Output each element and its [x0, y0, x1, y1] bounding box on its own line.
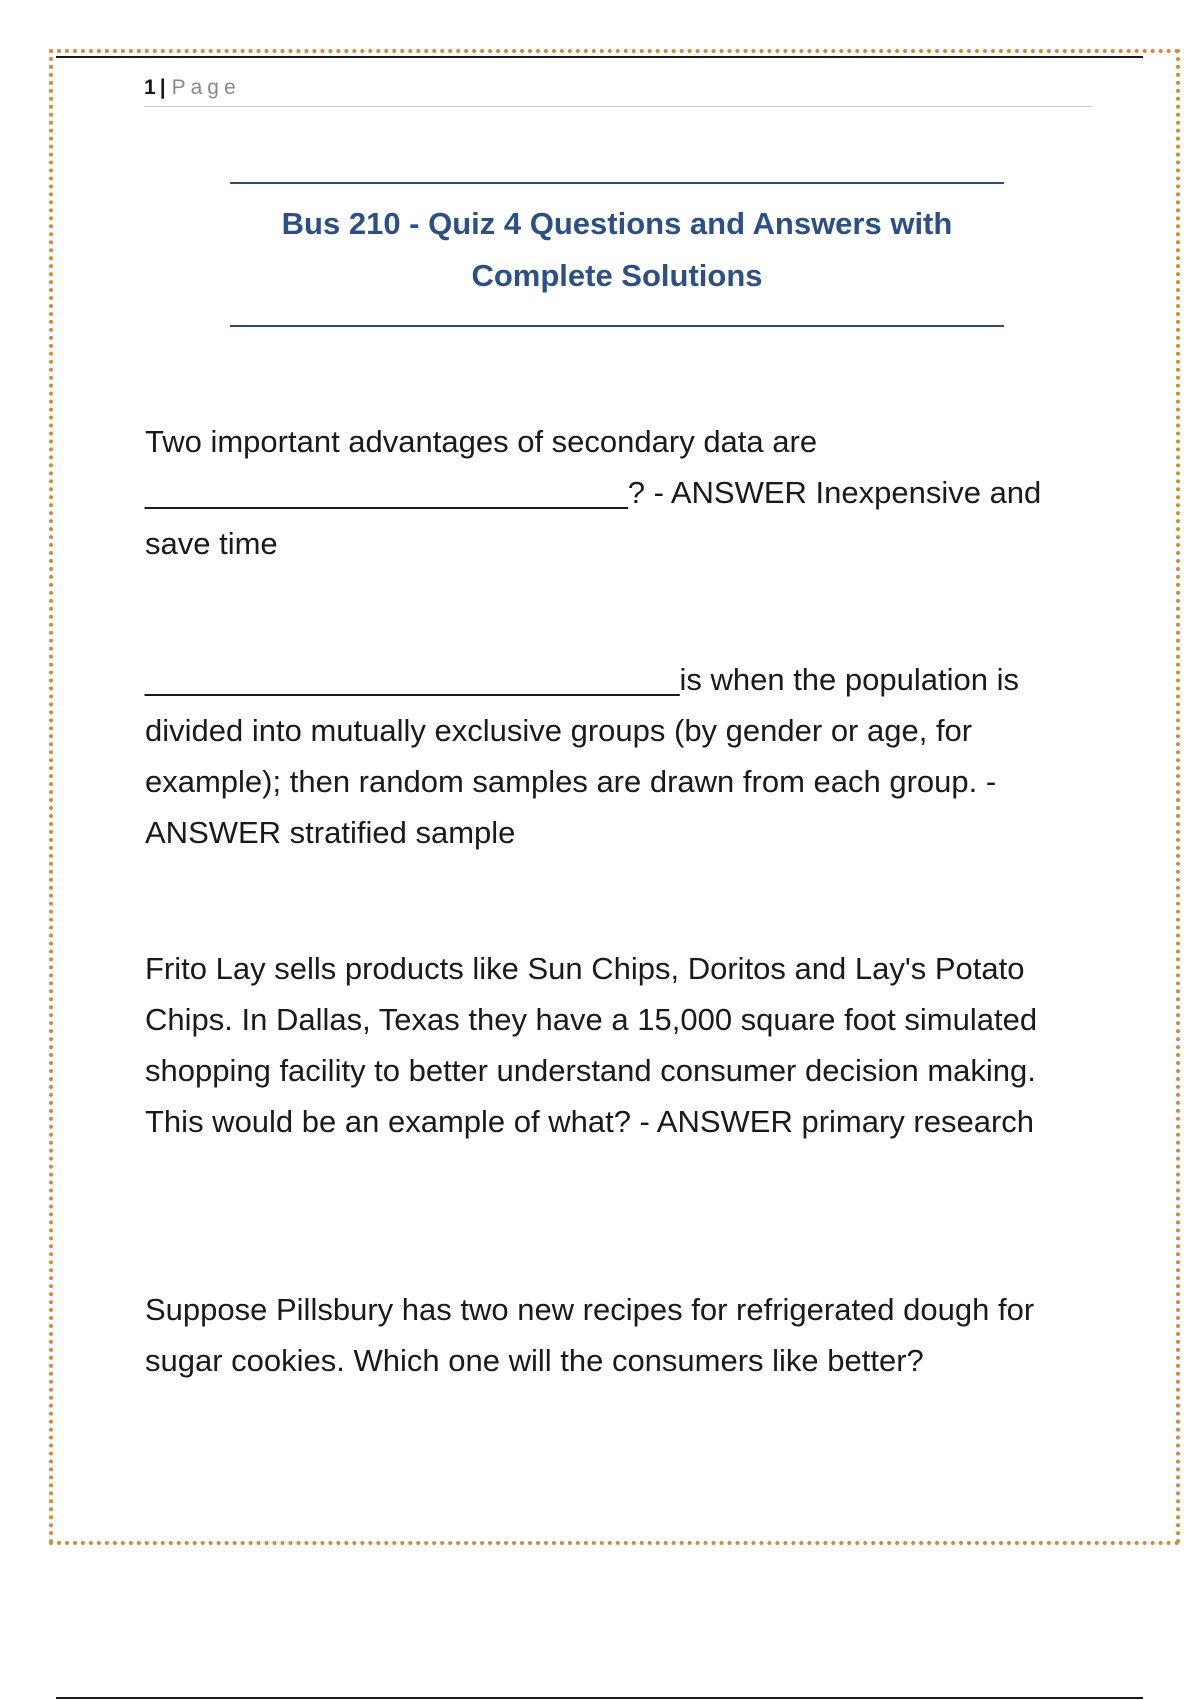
question-2 — [145, 654, 1090, 858]
question-1-before: Two important advantages of secondary data are — [145, 424, 818, 459]
page-number: 1 — [144, 76, 156, 99]
question-3: Frito Lay sells products like Sun Chips, Doritos and Lay's Potato Chips. In Dallas, Texas they have a 15,000 square foot simulated shopping facility to better understand consumer decision making. This would be an example of what? - ANSWER primary research — [145, 951, 1038, 1139]
title-rule-bottom — [230, 325, 1004, 327]
bottom-rule — [56, 1697, 1143, 1699]
question-1-blank: ____________________________ — [145, 475, 628, 510]
question-1 — [145, 416, 1090, 569]
document-title: Bus 210 - Quiz 4 Questions and Answers with Complete Solutions — [281, 206, 953, 293]
question-1-after: ? - ANSWER Inexpensive and save time — [145, 475, 1042, 561]
title-rule-top — [230, 182, 1004, 184]
top-rule — [56, 56, 1143, 58]
page-label: Page — [171, 76, 241, 99]
page-header — [144, 72, 1092, 107]
page-separator: | — [159, 76, 166, 99]
question-2-blank: _______________________________ — [145, 662, 680, 697]
question-4: Suppose Pillsbury has two new recipes for refrigerated dough for sugar cookies. Which one will the consumers like better? — [145, 1292, 1035, 1378]
question-2-after: is when the population is divided into mutually exclusive groups (by gender or age, for example); then random samples are drawn from each group. - ANSWER stratified sample — [145, 662, 1019, 850]
